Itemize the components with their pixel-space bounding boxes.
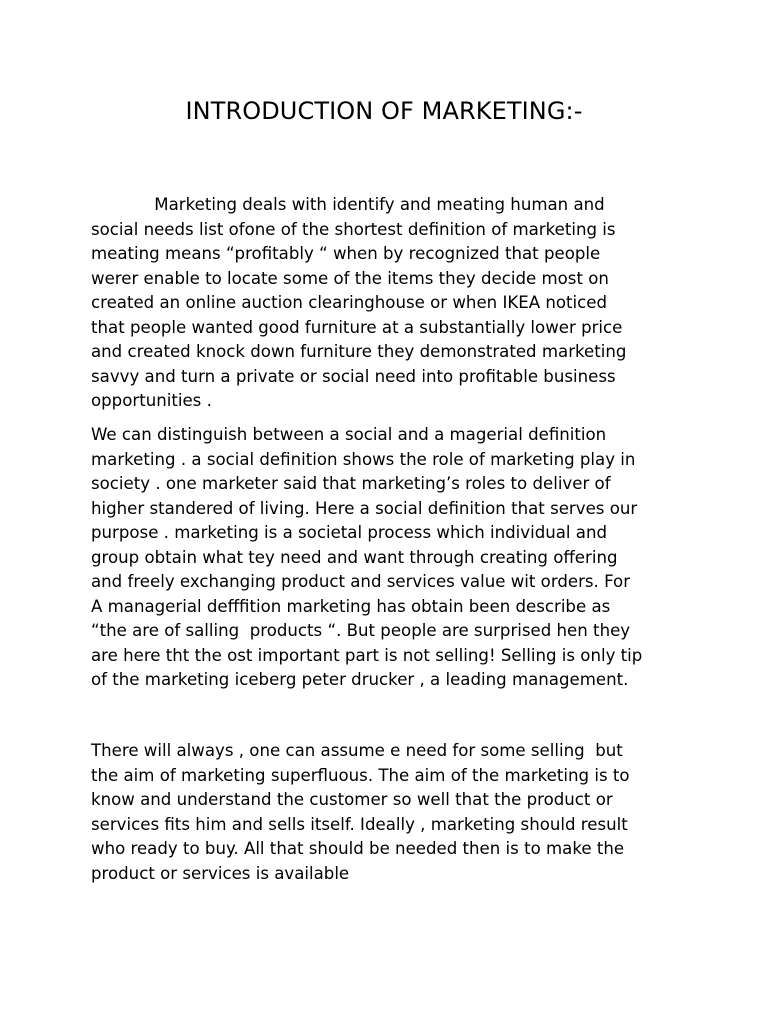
paragraph-line: social needs list ofone of the shortest definition of marketing is — [91, 219, 616, 239]
paragraph-line: We can distinguish between a social and a magerial definition — [91, 425, 607, 444]
paragraph-line: that people wanted good furniture at a substantially lower price — [91, 317, 623, 337]
paragraph-line: A managerial defffition marketing has obtain been describe as — [91, 596, 611, 616]
paragraph-line: meating means “profitably “ when by recognized that people — [91, 244, 601, 263]
paragraph-line: services fits him and sells itself. Ideally , marketing should result — [91, 814, 628, 834]
paragraph-line: are here tht the ost important part is not selling! Selling is only tip — [91, 645, 643, 665]
paragraph-line: group obtain what tey need and want through creating offering — [91, 547, 618, 567]
paragraph-line: “the are of salling products “. But people are surprised hen they — [91, 621, 631, 640]
paragraph-line: of the marketing iceberg peter drucker , a leading management. — [91, 670, 629, 689]
paragraph-line: werer enable to locate some of the items they decide most on — [91, 268, 609, 288]
paragraph-line: opportunities . — [91, 391, 212, 410]
paragraph-line: There will always , one can assume e need for some selling but — [91, 741, 623, 760]
paragraph-line: created an online auction clearinghouse or when IKEA noticed — [91, 293, 607, 312]
paragraph-line: Marketing deals with identify and meating human and — [91, 195, 605, 214]
paragraph-line: purpose . marketing is a societal process which individual and — [91, 523, 608, 542]
paragraph-line: savvy and turn a private or social need into profitable business — [91, 366, 616, 386]
paragraph-line: product or services is available — [91, 863, 350, 883]
paragraph-line: the aim of marketing superfluous. The aim of the marketing is to — [91, 765, 630, 785]
paragraph-line: and freely exchanging product and services value wit orders. For — [91, 572, 631, 591]
paragraph-3 — [91, 739, 691, 886]
paragraph-line: and created knock down furniture they demonstrated marketing — [91, 342, 627, 361]
paragraph-line: know and understand the customer so well that the product or — [91, 790, 613, 809]
paragraph-line: higher standered of living. Here a social definition that serves our — [91, 498, 638, 518]
page-title: INTRODUCTION OF MARKETING:- — [185, 97, 583, 125]
paragraph-line: society . one marketer said that marketing’s roles to deliver of — [91, 474, 611, 493]
paragraph-2 — [91, 423, 691, 693]
paragraph-1 — [91, 193, 691, 414]
paragraph-line: who ready to buy. All that should be needed then is to make the — [91, 839, 625, 858]
paragraph-line: marketing . a social definition shows the role of marketing play in — [91, 449, 636, 469]
